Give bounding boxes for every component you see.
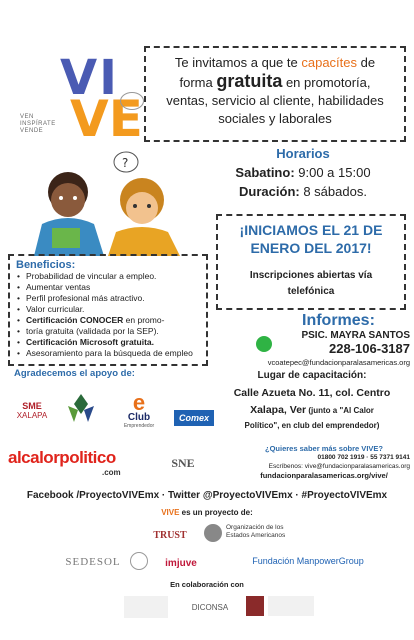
diconsa-logo: DICONSA bbox=[191, 602, 229, 612]
invite-text: forma bbox=[179, 75, 217, 90]
invite-line2 bbox=[154, 72, 396, 92]
horarios-section bbox=[196, 146, 410, 199]
club-text: Club bbox=[127, 411, 151, 423]
secretaria-logo bbox=[268, 596, 314, 616]
beneficios-box bbox=[8, 254, 208, 366]
address-note-2: Político", en club del emprendedor) bbox=[244, 421, 380, 430]
sne-logo: SNE bbox=[171, 455, 195, 470]
list-item: • Perfil profesional más atractivo. bbox=[16, 293, 200, 304]
invite-gratuita: gratuita bbox=[216, 71, 283, 91]
beneficios-title: Beneficios: bbox=[16, 259, 76, 271]
lugar-section bbox=[214, 370, 410, 432]
xalapa-text: XALAPA bbox=[16, 410, 48, 420]
start-date-box bbox=[216, 214, 406, 310]
social-links: Facebook /ProyectoVIVEmx · Twitter @ProyectoVIVEmx · #ProyectoVIVEmx bbox=[26, 490, 388, 501]
list-item: • Asesoramiento para la búsqueda de empleo bbox=[16, 348, 200, 359]
agradecemos-title: Agradecemos el apoyo de: bbox=[14, 368, 135, 379]
oea-emblem-icon bbox=[204, 524, 222, 542]
club-sub-text: Emprendedor bbox=[123, 422, 155, 429]
alcalor-text: alcalorpolitico bbox=[8, 448, 116, 467]
invite-box bbox=[144, 46, 406, 142]
mexico-seal-icon bbox=[130, 552, 148, 570]
contact-email: vcoatepec@fundacionparalasamericas.org bbox=[267, 358, 410, 367]
imjuve-logo: imjuve bbox=[165, 557, 197, 569]
list-item: • Certificación Microsoft gratuita. bbox=[16, 337, 200, 348]
svg-text:?: ? bbox=[122, 156, 129, 170]
lugar-title: Lugar de capacitación: bbox=[257, 370, 367, 381]
trust-logo: TRUST bbox=[153, 529, 187, 541]
state-seal-icon bbox=[246, 596, 264, 616]
start-date-line1: ¡INICIAMOS EL 21 DE bbox=[239, 222, 383, 238]
duracion-value: 8 sábados. bbox=[299, 184, 367, 199]
sabatino-value: 9:00 a 15:00 bbox=[294, 165, 371, 180]
address-note: (junto a "Al Calor bbox=[306, 406, 374, 415]
invite-line1 bbox=[154, 54, 396, 72]
duracion-label: Duración: bbox=[239, 184, 300, 199]
collaboration-title: En colaboración con bbox=[170, 580, 244, 589]
inscripciones-line1: Inscripciones abiertas vía bbox=[249, 270, 373, 281]
kids-illustration bbox=[14, 148, 194, 256]
contact-info bbox=[276, 330, 410, 356]
invite-text: en promotoría, bbox=[282, 75, 371, 90]
horarios-title: Horarios bbox=[276, 146, 330, 161]
start-date-line2: ENERO DEL 2017! bbox=[250, 240, 372, 256]
logo-ve: VE bbox=[70, 90, 143, 148]
list-item: • Certificación CONOCER en promo- bbox=[16, 315, 200, 326]
address-line1: Calle Azueta No. 11, col. Centro bbox=[233, 387, 391, 399]
speech-bubble-icon bbox=[120, 92, 144, 110]
manpower-logo: Fundación ManpowerGroup bbox=[252, 556, 364, 566]
invite-text: Te invitamos a que te bbox=[174, 55, 302, 70]
whatsapp-icon bbox=[256, 336, 272, 352]
cruzada-logo bbox=[124, 596, 168, 618]
list-item: • Valor curricular. bbox=[16, 304, 200, 315]
contact-phone: 228-106-3187 bbox=[329, 341, 410, 356]
list-item: • Probabilidad de vincular a empleo. bbox=[16, 271, 200, 282]
alcalorpolitico-logo bbox=[8, 446, 156, 470]
comex-logo: Comex bbox=[174, 410, 214, 426]
invite-text: de bbox=[357, 55, 376, 70]
logo-tag-ven: VEN bbox=[20, 114, 34, 120]
contact-name: PSIC. MAYRA SANTOS bbox=[301, 330, 410, 341]
list-item: • toría gratuita (validada por la SEP). bbox=[16, 326, 200, 337]
sme-text: SME bbox=[22, 400, 42, 411]
logo-tag-vende: VENDE bbox=[20, 128, 44, 134]
more-info-title: ¿Quieres saber más sobre VIVE? bbox=[265, 444, 383, 453]
horarios-duracion bbox=[196, 184, 410, 199]
logo-vi: VI bbox=[60, 50, 120, 106]
address-line2 bbox=[214, 402, 410, 419]
vanilla-flower-logo bbox=[64, 392, 98, 428]
vive-word: VIVE bbox=[161, 508, 180, 517]
invite-highlight: capacítes bbox=[301, 55, 358, 70]
beneficios-list bbox=[16, 271, 200, 359]
informes-title: Informes: bbox=[302, 312, 375, 329]
lugar-address bbox=[214, 385, 410, 432]
horarios-sabatino bbox=[196, 165, 410, 180]
club-e-icon: e bbox=[132, 389, 146, 415]
club-emprendedor-logo bbox=[116, 389, 162, 430]
sabatino-label: Sabatino: bbox=[235, 165, 295, 180]
oea-logo-text: Organización de los Estados Americanos bbox=[226, 524, 286, 539]
invite-line3: ventas, servicio al cliente, habilidades bbox=[166, 93, 384, 108]
logo-tag-inspirate: INSPÍRATE bbox=[20, 121, 56, 127]
more-info-box bbox=[238, 444, 410, 480]
project-of-title bbox=[0, 508, 414, 517]
more-info-email: Escríbenos: vive@fundacionparalasamericas.org bbox=[268, 463, 410, 470]
address-city: Xalapa, Ver bbox=[250, 404, 307, 416]
sedesol-logo: SEDESOL bbox=[65, 556, 121, 568]
project-of-text: es un proyecto de: bbox=[179, 508, 253, 517]
alcalor-com: .com bbox=[102, 468, 121, 477]
more-info-phones: 01800 702 1919 · 55 7371 9141 bbox=[317, 454, 410, 461]
inscripciones-line2: telefónica bbox=[287, 286, 335, 297]
sme-xalapa-logo bbox=[10, 392, 54, 428]
invite-line4: sociales y laborales bbox=[218, 111, 332, 126]
vive-logo bbox=[8, 48, 143, 158]
more-info-web: fundacionparalasamericas.org/vive/ bbox=[260, 471, 388, 480]
list-item: • Aumentar ventas bbox=[16, 282, 200, 293]
